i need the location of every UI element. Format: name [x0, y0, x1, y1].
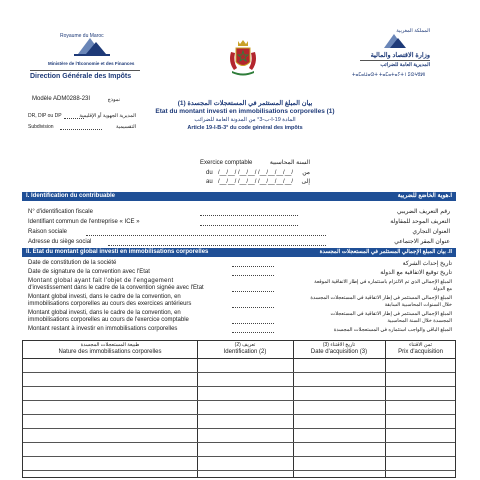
table-header-divider — [23, 358, 455, 359]
col-prix-header: Prix d'acquisition — [398, 349, 443, 355]
subdivision-label: Subdivision — [28, 124, 54, 130]
field-ice-label-ar: التعريف الموحد للمقاولة — [390, 219, 450, 225]
col-nature-header: Nature des immobilisations corporelles — [58, 349, 162, 355]
article-ar: المادة 19-I-ب-3° من المدونة العامة للضرائب — [194, 117, 296, 123]
royal-emblem — [226, 38, 260, 78]
row-anterieurs-label-ar-2: خلال السنوات المحاسبية السابقة — [384, 302, 452, 308]
table-row-line — [23, 386, 455, 387]
form-title-fr: Etat du montant investi en immobilisations corporelles (1) — [155, 108, 335, 115]
row-constitution-label-ar: تاريخ إحداث الشركة — [402, 261, 452, 267]
field-ice-label: Identifiant commun de l'entreprise « ICE » — [28, 219, 140, 225]
row-anterieurs-label-ar-1: المبلغ الإجمالي المستثمر في إطار الاتفاقية في المستعجلات المجسدة — [310, 295, 452, 301]
field-ice-input[interactable] — [200, 225, 298, 226]
table-row-line — [23, 428, 455, 429]
section-1-title-ar: I.هوية الخاضع للضريبة — [397, 193, 452, 199]
right-logo-line-2: وزارة الاقتصاد والمالية — [370, 52, 430, 59]
row-engagement-label-1: Montant global ayant fait l'objet de l'engagement — [28, 278, 174, 284]
article-fr: Article 19-I-B-3° du code général des impôts — [187, 125, 303, 131]
row-exercice-input[interactable] — [232, 323, 274, 324]
right-logo-line-1: المملكة المغربية — [396, 28, 430, 34]
row-engagement-label-ar-2: مع الدولة — [433, 286, 452, 292]
row-exercice-label-2: immobilisations corporelles au cours de l'exercice comptable — [28, 317, 189, 323]
row-exercice-label-ar-1: المبلغ الإجمالي المستثمر في إطار الاتفاقية في المستعجلات — [330, 311, 452, 317]
row-engagement-label-ar-1: المبلغ الإجمالي الذي تم الالتزام باستثماره في إطار الاتفاقية الموقعة — [314, 279, 452, 285]
row-signature-label-ar: تاريخ توقيع الاتفاقية مع الدولة — [380, 270, 452, 276]
row-anterieurs-label-2: immobilisations corporelles au cours des exercices antérieurs — [28, 301, 192, 307]
col-identification-header: Identification (2) — [223, 349, 267, 355]
section-1-header — [22, 192, 456, 201]
au-date-field[interactable]: /__/__/ /__/__/ /__/__/__/__/ — [218, 179, 294, 185]
du-date-field[interactable]: /__/__/ /__/__/ /__/__/__/__/ — [218, 170, 294, 176]
field-nif-label-ar: رقم التعريف الضريبي — [397, 209, 450, 215]
left-header-divider — [30, 70, 140, 71]
field-nif-input[interactable] — [200, 215, 298, 216]
row-restant-input[interactable] — [232, 332, 274, 333]
row-constitution-label: Date de constitution de la société — [28, 260, 117, 266]
table-row-line — [23, 456, 455, 457]
dgi-title: Direction Générale des Impôts — [30, 73, 132, 80]
au-label-ar: إلى — [301, 179, 310, 185]
row-anterieurs-label-1: Montant global investi, dans le cadre de la convention, en — [28, 294, 181, 300]
right-header-divider — [360, 60, 430, 61]
table-row-line — [23, 442, 455, 443]
col-nature-header-ar: طبيعة المستعجلات المجسدة — [80, 342, 140, 348]
field-adresse-input[interactable] — [108, 245, 326, 246]
dr-label: DR, DIP ou DP — [28, 113, 62, 119]
row-signature-input[interactable] — [232, 275, 274, 276]
col-date-header-ar: تاريخ الاقتناء (3) — [322, 342, 356, 348]
du-label: du — [206, 170, 213, 176]
row-anterieurs-input[interactable] — [232, 307, 274, 308]
field-raison-label-ar: العنوان التجاري — [412, 229, 450, 235]
row-signature-label: Date de signature de la convention avec l'Etat — [28, 269, 150, 275]
col-prix-header-ar: ثمن الاقتناء — [408, 342, 432, 348]
row-engagement-label-2: d'investissement dans le cadre de la convention signée avec l'Etat — [28, 285, 204, 291]
field-nif-label: N° d'identification fiscale — [28, 209, 93, 215]
left-logo-line-1: Royaume du Maroc — [60, 33, 104, 39]
section-2-header — [22, 248, 456, 257]
field-raison-input[interactable] — [86, 235, 326, 236]
row-constitution-input[interactable] — [232, 266, 274, 267]
dr-label-ar: المديرية الجهوية أو الإقليمية — [79, 113, 136, 119]
au-label: au — [206, 179, 213, 185]
section-2-title: II. Etat du montant global investi en immobilisations corporelles — [26, 249, 209, 255]
exercice-label-ar: السنة المحاسبية — [269, 160, 310, 166]
table-row-line — [23, 400, 455, 401]
royal-emblem-icon — [226, 38, 260, 78]
model-label-ar: نموذج — [107, 97, 120, 103]
subdivision-field[interactable] — [60, 129, 102, 130]
field-raison-label: Raison sociale — [28, 229, 68, 235]
left-logo-line-2: Ministère de l'Économie et des Finances — [48, 61, 135, 66]
row-exercice-label-ar-2: المجسدة خلال السنة المحاسبية — [387, 318, 452, 324]
col-date-header: Date d'acquisition (3) — [310, 349, 368, 355]
field-adresse-label-ar: عنوان المقر الاجتماعي — [394, 239, 450, 245]
row-engagement-input[interactable] — [232, 291, 274, 292]
right-logo-line-3: المديرية العامة للضرائب — [380, 62, 430, 68]
field-adresse-label: Adresse du siège social — [28, 239, 92, 245]
subdivision-label-ar: التقسيمية — [116, 124, 136, 130]
row-restant-label-ar: المبلغ الباقي والواجب استثماره في المستعجلات المجسدة — [333, 327, 452, 333]
row-exercice-label-1: Montant global investi, dans le cadre de la convention, en — [28, 310, 181, 316]
model-label: Modèle ADM0288-23I — [32, 96, 91, 102]
table-row-line — [23, 470, 455, 471]
row-restant-label: Montant restant à investir en immobilisations corporelles — [28, 326, 178, 332]
form-title-ar: بيان المبلغ المستثمر في المستعجلات المجسدة (1) — [177, 100, 313, 107]
exercice-label: Exercice comptable — [200, 160, 253, 166]
table-row-line — [23, 414, 455, 415]
col-identification-header-ar: تعريف (2) — [234, 342, 256, 348]
section-1-title: I. Identification du contribuable — [26, 193, 116, 199]
right-logo-tifinagh: ⵜⴰⵎⴰⵡⴰⵙⵜ ⵜⴰⵎⴰⵜⴰⵢⵜ ⵏ ⵉⵙⵖⵓⵍⵏ — [352, 72, 426, 77]
table-row-line — [23, 372, 455, 373]
section-2-title-ar: II. بيان المبلغ الإجمالي المستثمر في المستعجلات المجسدة — [319, 249, 452, 255]
immobilisations-table — [22, 340, 456, 478]
du-label-ar: من — [302, 170, 310, 176]
